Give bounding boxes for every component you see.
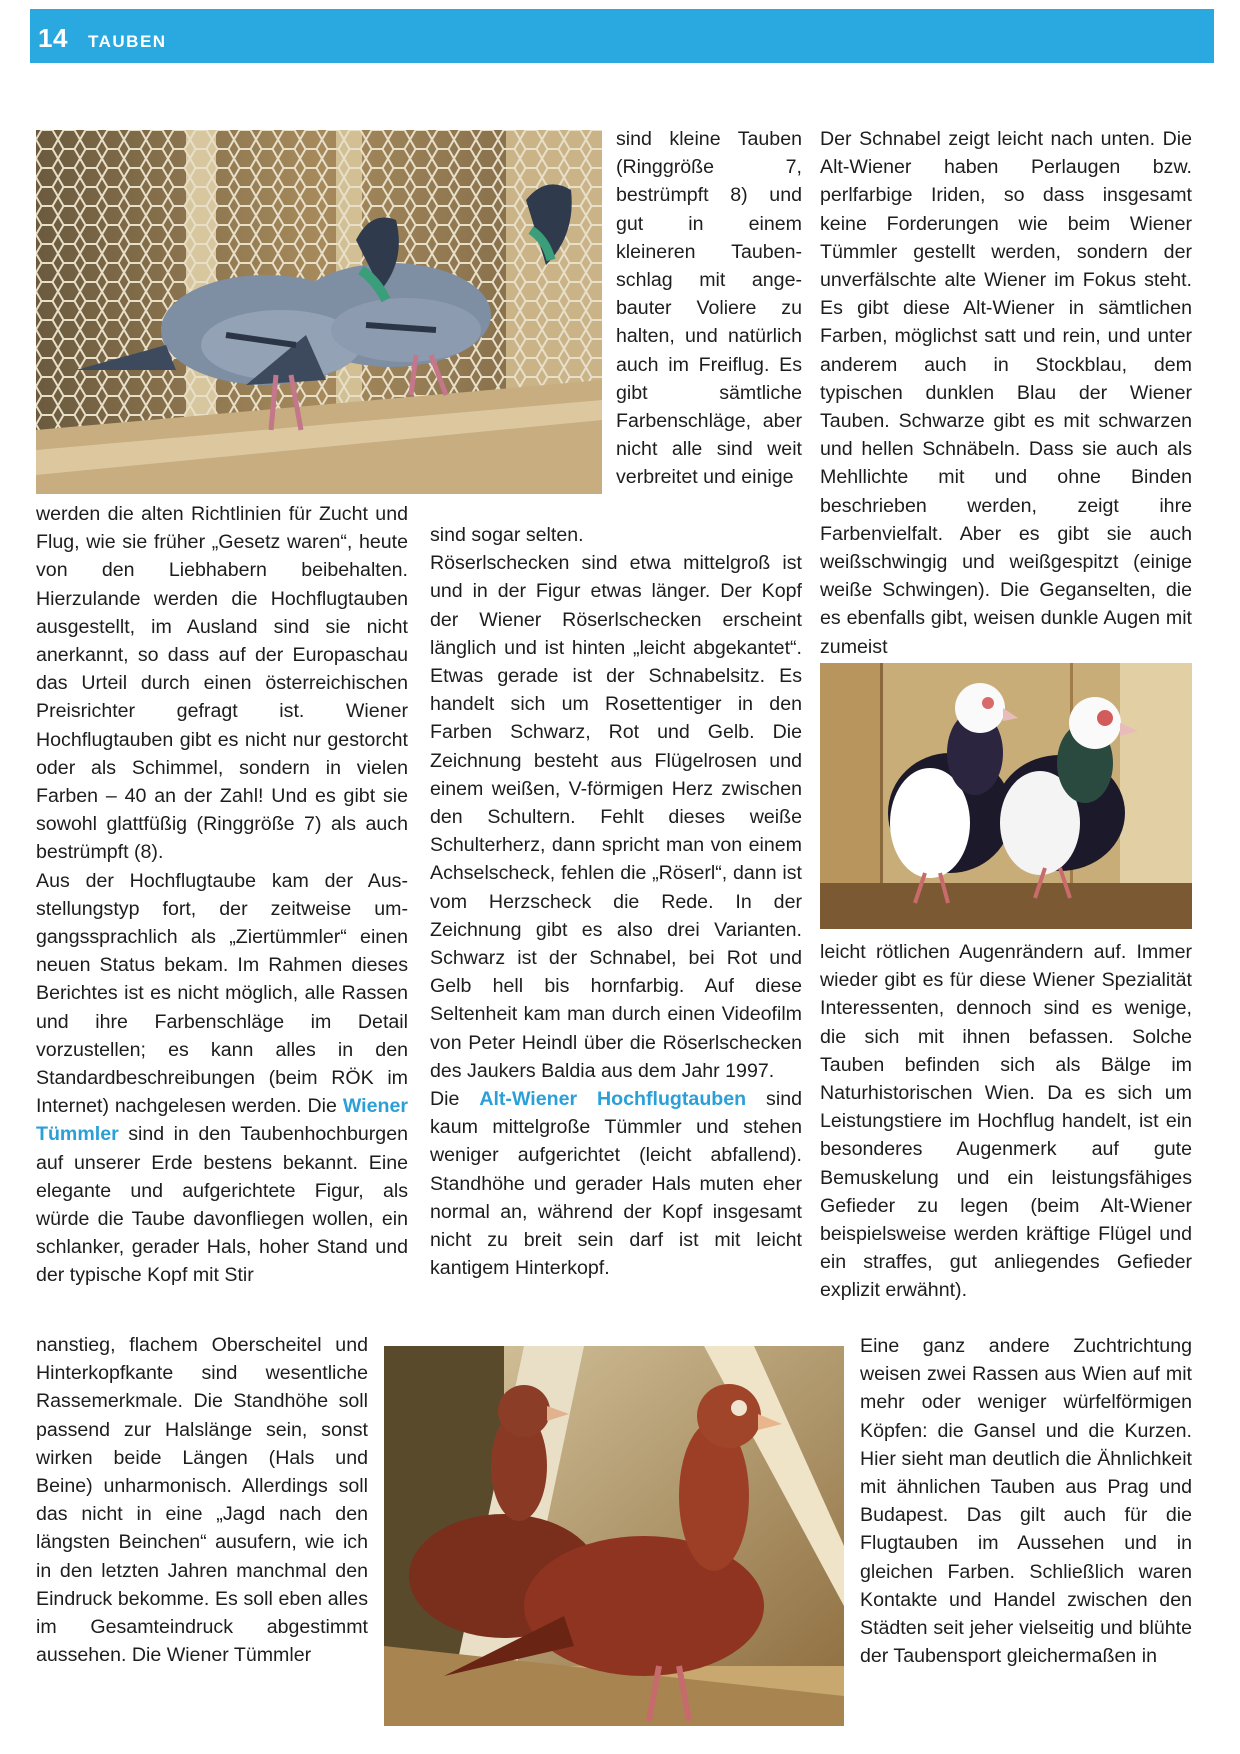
page-number: 14 [38,23,68,53]
red-pigeons-photo [384,1346,844,1726]
blue-pigeons-photo [36,130,602,494]
col1-bottom-text: nanstieg, flachem Oberscheitel und Hinterkopfkante sind wesentliche Rassemerkmale. Die Standhöhe soll passend zur Halslänge sein, sonst wirken beide Längen (Hals und Beine) unharmonisch. Allerdings soll das nicht in eine „Jagd nach den längsten Beinchen“ ausufern, wie ich in den letzten Jahren manchmal den Eindruck bekomme. Es soll eben alles im Gesamteindruck abgestimmt aussehen. Die Wiener Tümmler [36,1334,368,1667]
col2-para-altwiener-text-a: Die [430,1088,460,1111]
col2-top-text: sind kleine Tauben (Ringgröße 7, bestrümpft 8) und gut in einem kleineren Taubenschlag mit angebauter Voliere zu halten, und natürlich auch im Freiflug. Es gibt sämtliche Farbenschläge, aber nicht alle sind weit verbreitet und einige [616,128,802,489]
col2-para-altwiener-text-b: sind kaum mittelgroße Tümmler und stehen weniger aufgerichtet (leicht abfallend). Standhöhe und gerader Hals muten eher normal an, während der Kopf insgesamt nicht zu breit sein darf ist mit leicht kantigem Hinterkopf. [430,1088,802,1280]
col3-bottom-text: Eine ganz andere Zuchtrichtung weisen zwei Rassen aus Wien auf mit mehr oder weniger würfelförmigen Köpfen: die Gansel und die Kurzen. Hier sieht man deutlich die Ähnlichkeit mit ähnlichen Tauben aus Prag und Budapest. Das gilt auch für die Flugtauben im Aussehen und in gleichen Farben. Schließlich waren Kontakte und Handel zwischen den Städten seit jeher vielseitig und blühte der Taubensport gleichermaßen in [860,1335,1192,1668]
col2-text [430,521,802,1282]
col1-para-2 [36,867,408,1290]
section-title: TAUBEN [88,32,167,51]
col3-top-text: Der Schnabel zeigt leicht nach unten. Die Alt-Wiener haben Perlaugen bzw. perlfarbige Iriden, so dass insgesamt keine Forderungen wie beim Wiener Tümmler gestellt werden, sondern der unverfälschte alte Wiener im Fokus steht. Es gibt diese Alt-Wiener in sämtlichen Farben, möglichst satt und rein, und unter anderem auch in Stockblau, dem typischen dunklen Blau der Wiener Tauben. Schwarze gibt es mit schwarzen und hellen Schnäbeln. Dass sie auch als Mehllichte mit und ohne Binden beschrieben werden, zeigt ihre Farbenvielfalt. Aber es gibt sie auch weißschwingig und weißgespitzt (einige weiße Schwingen). Die Geganselten, die es ebenfalls gibt, weisen dunkle Augen mit zumeist [820,128,1192,658]
col1-para-1: werden die alten Richtlinien für Zucht und Flug, wie sie früher „Gesetz waren“, heute von den Liebhabern beibehalten. Hierzulande werden die Hochflugtauben ausgestellt, im Ausland sind sie nicht anerkannt, so dass auf der Europaschau das Urteil durch einen österreichischen Preisrichter gefragt ist. Wiener Hochflugtauben gibt es nicht nur gestorcht oder als Schimmel, sondern in vielen Farben – 40 an der Zahl! Und es gibt sie sowohl glattfüßig (Ringgröße 7) als auch bestrümpft (8). [36,503,408,864]
alt-wiener-highlight: Alt-Wiener Hochflugtauben [479,1088,747,1111]
col3-mid-text: leicht rötlichen Augenrändern auf. Immer wieder gibt es für diese Wiener Spezialität Interessenten, dennoch sind es wenige, die sich mit ihnen befassen. Solche Tauben befinden sich als Bälge im Naturhistorischen Wien. Da es sich um Leistungstiere im Hochflug handelt, ist ein besonderes Augenmerk auf gute Bemuskelung und ein leistungsfähiges Gefieder zu legen (beim Alt-Wiener beispielsweise werden kräftige Flügel und ein straffes, gut anliegendes Gefieder explizit erwähnt). [820,941,1192,1302]
col2-para-roeserl: Röserlschecken sind etwa mittelgroß ist und in der Figur etwas länger. Der Kopf der Wiener Röserlschecken erscheint länglich und ist hinten „leicht abgekantet“. Etwas gerade ist der Schnabelsitz. Es handelt sich um Rosettentiger in den Farben Schwarz, Rot und Gelb. Die Zeichnung besteht aus Flügelrosen und einem weißen, V-förmigen Herz zwischen den Schultern. Fehlt dieses weiße Schulterherz, dann spricht man von einem Achselscheck, fehlen die „Röserl“, dann ist vom Herzscheck die Rede. In der Zeichnung gibt es also drei Varianten. Schwarz ist der Schnabel, bei Rot und Gelb hell bis hornfarbig. Auf diese Seltenheit kam man durch einen Videofilm von Peter Heindl über die Röserlschecken des Jaukers Baldia aus dem Jahr 1997. [430,552,802,1082]
white-head-pigeons-photo [820,663,1192,929]
col1-text [36,500,408,1290]
col1-para-2-text-b: sind in den Taubenhochburgen auf unserer Erde bestens bekannt. Eine elegante und aufgerichtete Figur, als würde die Taube davonfliegen wollen, ein schlanker, gerader Hals, hoher Stand und der typische Kopf mit Stir [36,1123,408,1287]
col2-para-altwiener [430,1085,802,1282]
header-bar [30,9,1214,63]
wiener-tuemmler-highlight: Wiener Tümmler [36,1095,408,1146]
col2-para-selten: sind sogar selten. [430,524,584,546]
col1-para-2-text-a: Aus der Hochflugtaube kam der Ausstellungstyp fort, der zeitweise umgangssprachlich als „Ziertümmler“ einen neuen Status bekam. Im Rahmen dieses Berichtes ist es nicht möglich, alle Rassen und ihre Farbenschläge im Detail vorzustellen; es kann alles in den Standardbeschreibungen (beim RÖK im Internet) nachgelesen werden. Die [36,869,408,1118]
